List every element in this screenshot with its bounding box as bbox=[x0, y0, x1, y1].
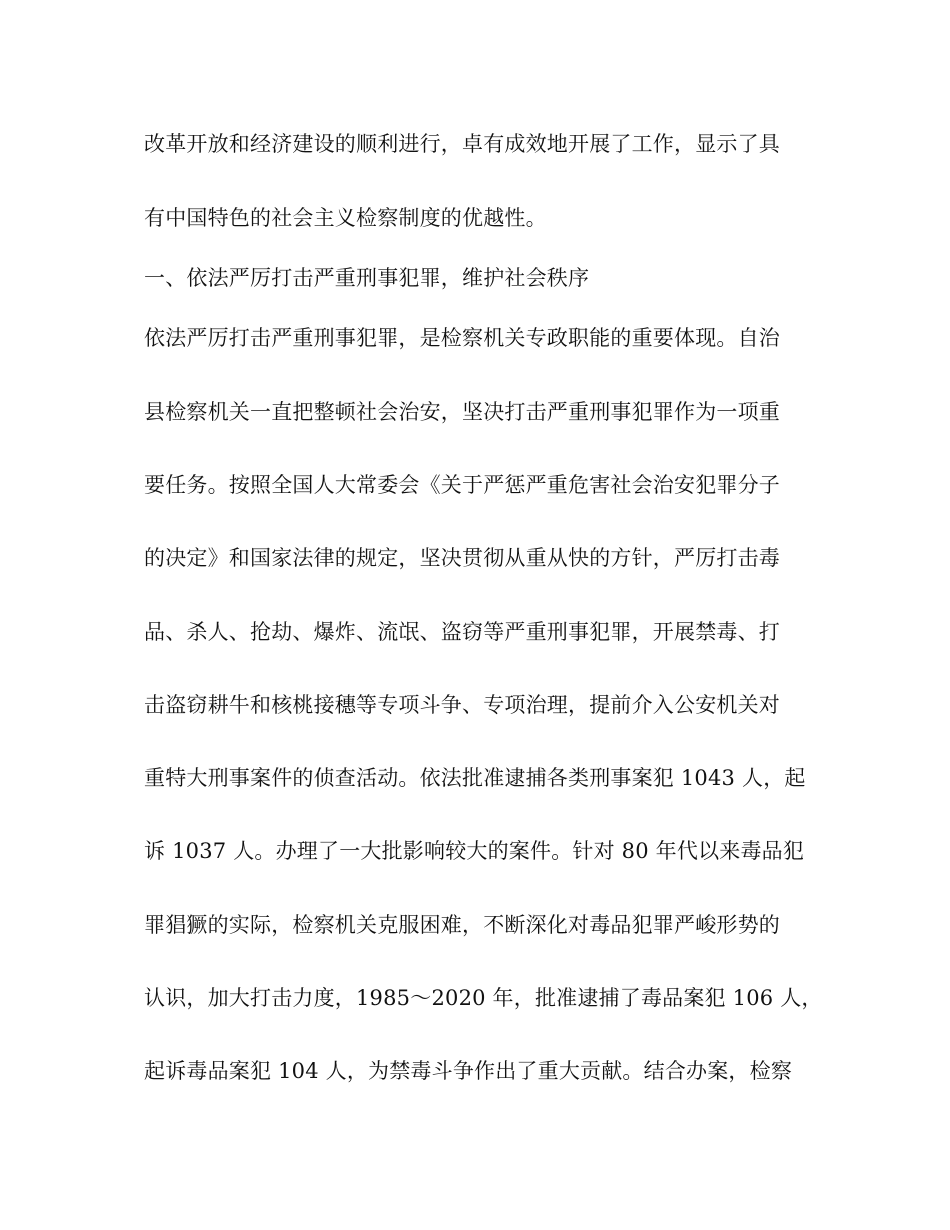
body-text-line: 的决定》和国家法律的规定，坚决贯彻从重从快的方针，严厉打击毒 bbox=[144, 546, 780, 570]
body-text-line: 罪猖獗的实际，检察机关克服困难，不断深化对毒品犯罪严峻形势的 bbox=[144, 913, 780, 937]
body-text-line: 起诉毒品案犯 104 人，为禁毒斗争作出了重大贡献。结合办案，检察 bbox=[144, 1059, 793, 1083]
body-text-line: 认识，加大打击力度，1985～2020 年，批准逮捕了毒品案犯 106 人， bbox=[144, 986, 823, 1010]
body-text-line: 县检察机关一直把整顿社会治安，坚决打击严重刑事犯罪作为一项重 bbox=[144, 400, 780, 424]
body-text-line: 品、杀人、抢劫、爆炸、流氓、盗窃等严重刑事犯罪，开展禁毒、打 bbox=[144, 620, 780, 644]
body-text-line: 依法严厉打击严重刑事犯罪，是检察机关专政职能的重要体现。自治 bbox=[144, 326, 780, 350]
section-heading: 一、依法严厉打击严重刑事犯罪，维护社会秩序 bbox=[144, 266, 590, 290]
body-text-line: 改革开放和经济建设的顺利进行，卓有成效地开展了工作，显示了具 bbox=[144, 132, 780, 156]
body-text-line: 有中国特色的社会主义检察制度的优越性。 bbox=[144, 206, 547, 230]
body-text-line: 重特大刑事案件的侦查活动。依法批准逮捕各类刑事案犯 1043 人，起 bbox=[144, 766, 806, 790]
body-text-line: 诉 1037 人。办理了一大批影响较大的案件。针对 80 年代以来毒品犯 bbox=[144, 839, 805, 863]
body-text-line: 击盗窃耕牛和核桃接穗等专项斗争、专项治理，提前介入公安机关对 bbox=[144, 693, 780, 717]
body-text-line: 要任务。按照全国人大常委会《关于严惩严重危害社会治安犯罪分子 bbox=[144, 473, 780, 497]
